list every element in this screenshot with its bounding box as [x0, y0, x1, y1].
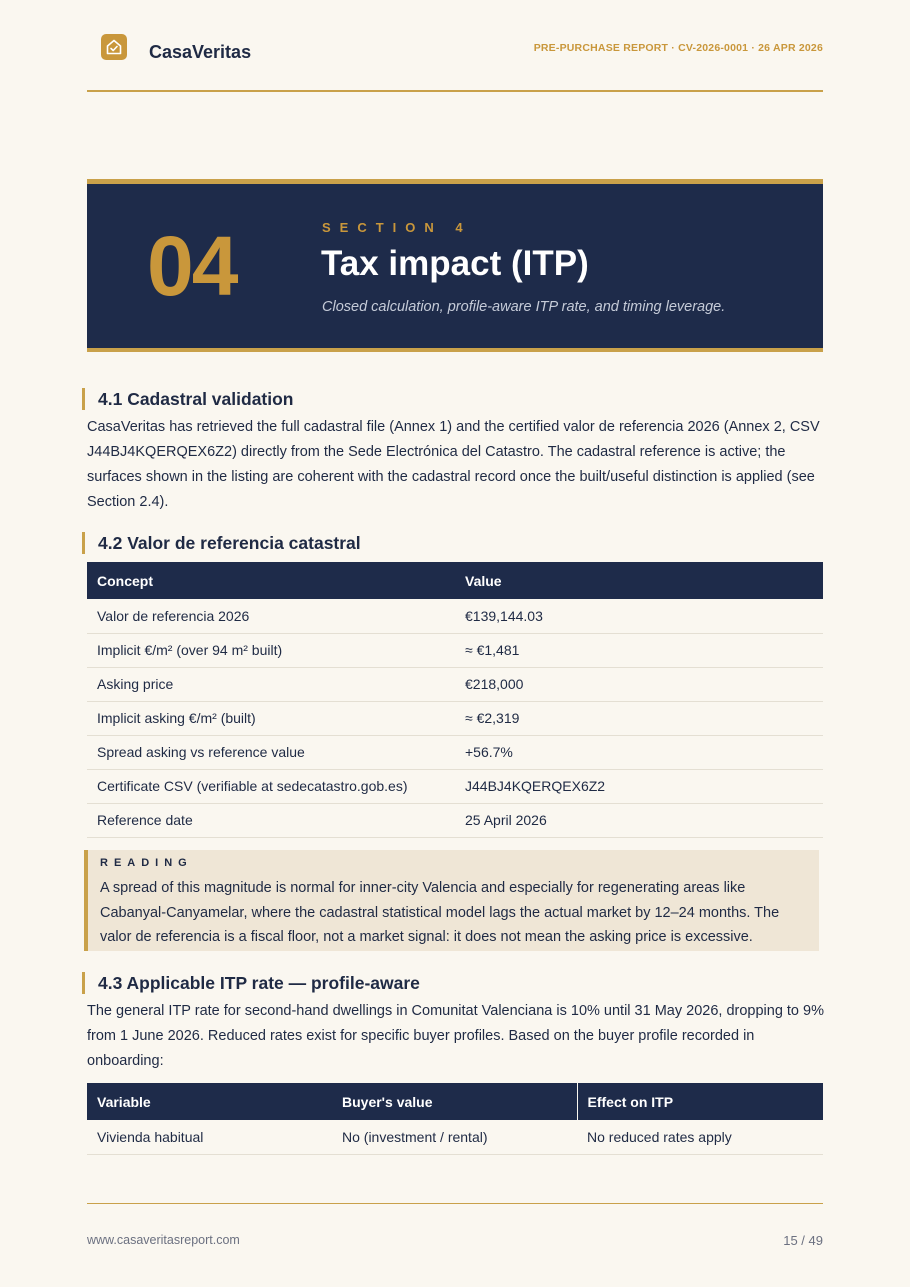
- cadastral-validation-text: CasaVeritas has retrieved the full cadastral file (Annex 1) and the certified valor de referencia 2026 (Annex 2, CSV J44BJ4KQERQEX6Z2) directly from the Sede Electrónica del Catastro. The cadastral reference is active; the surfaces shown in the listing are coherent with the cadastral record once the built/useful distinction is applied (see Section 2.4).: [87, 419, 820, 510]
- page-number: 15 / 49: [783, 1233, 823, 1248]
- table-cell: Spread asking vs reference value: [87, 735, 455, 769]
- table-header-row: [87, 1083, 823, 1120]
- section-subtitle: Closed calculation, profile-aware ITP rate, and timing leverage.: [322, 299, 726, 315]
- section-title: Tax impact (ITP): [321, 244, 589, 283]
- table-cell: Implicit asking €/m² (built): [87, 701, 455, 735]
- footer-url: www.casaveritasreport.com: [87, 1233, 240, 1247]
- heading-valor-referencia: 4.2 Valor de referencia catastral: [82, 532, 361, 554]
- page-footer: [87, 1203, 823, 1248]
- table-cell: Vivienda habitual: [87, 1120, 332, 1154]
- section-number: 04: [147, 219, 237, 313]
- table-header-row: [87, 562, 823, 599]
- table-row: [87, 633, 823, 667]
- table-cell: ≈ €1,481: [455, 633, 823, 667]
- table-row: [87, 701, 823, 735]
- brand-name: CasaVeritas: [149, 42, 252, 62]
- table-cell: 25 April 2026: [455, 803, 823, 837]
- table-row: [87, 1120, 823, 1154]
- table-row: [87, 599, 823, 633]
- reading-callout: [84, 850, 819, 951]
- report-meta: PRE-PURCHASE REPORT · CV-2026-0001 · 26 APR 2026: [533, 42, 823, 54]
- table-cell: Valor de referencia 2026: [87, 599, 455, 633]
- buyer-profile-table: [87, 1083, 823, 1155]
- table-cell: €218,000: [455, 667, 823, 701]
- column-header: Value: [455, 562, 823, 599]
- table-cell: J44BJ4KQERQEX6Z2: [455, 769, 823, 803]
- column-header: Effect on ITP: [577, 1083, 823, 1120]
- valor-referencia-table: [87, 562, 823, 838]
- section-banner: [87, 179, 823, 352]
- table-cell: Reference date: [87, 803, 455, 837]
- heading-cadastral-validation: 4.1 Cadastral validation: [82, 388, 294, 410]
- table-cell: Certificate CSV (verifiable at sedecatastro.gob.es): [87, 769, 455, 803]
- table-row: [87, 735, 823, 769]
- table-cell: Asking price: [87, 667, 455, 701]
- column-header: Concept: [87, 562, 455, 599]
- table-cell: No reduced rates apply: [577, 1120, 823, 1154]
- house-check-icon: [101, 34, 127, 60]
- table-cell: +56.7%: [455, 735, 823, 769]
- itp-rate-text: The general ITP rate for second-hand dwellings in Comunitat Valenciana is 10% until 31 May 2026, dropping to 9% from 1 June 2026. Reduced rates exist for specific buyer profiles. Based on the buyer profile recorded in onboarding:: [87, 1003, 824, 1069]
- section-kicker: SECTION 4: [322, 220, 472, 235]
- page-header: [87, 30, 823, 92]
- column-header: Buyer's value: [332, 1083, 577, 1120]
- table-cell: No (investment / rental): [332, 1120, 577, 1154]
- reading-text: A spread of this magnitude is normal for inner-city Valencia and especially for regenerating areas like Cabanyal-Canyamelar, where the cadastral statistical model lags the actual market by 12–24 months. The valor de referencia is a fiscal floor, not a market signal: it does not mean the asking price is excessive.: [100, 880, 780, 945]
- heading-itp-rate: 4.3 Applicable ITP rate — profile-aware: [82, 972, 420, 994]
- table-row: [87, 803, 823, 837]
- table-cell: ≈ €2,319: [455, 701, 823, 735]
- reading-kicker: READING: [100, 857, 193, 869]
- table-cell: €139,144.03: [455, 599, 823, 633]
- table-row: [87, 769, 823, 803]
- column-header: Variable: [87, 1083, 332, 1120]
- table-row: [87, 667, 823, 701]
- table-cell: Implicit €/m² (over 94 m² built): [87, 633, 455, 667]
